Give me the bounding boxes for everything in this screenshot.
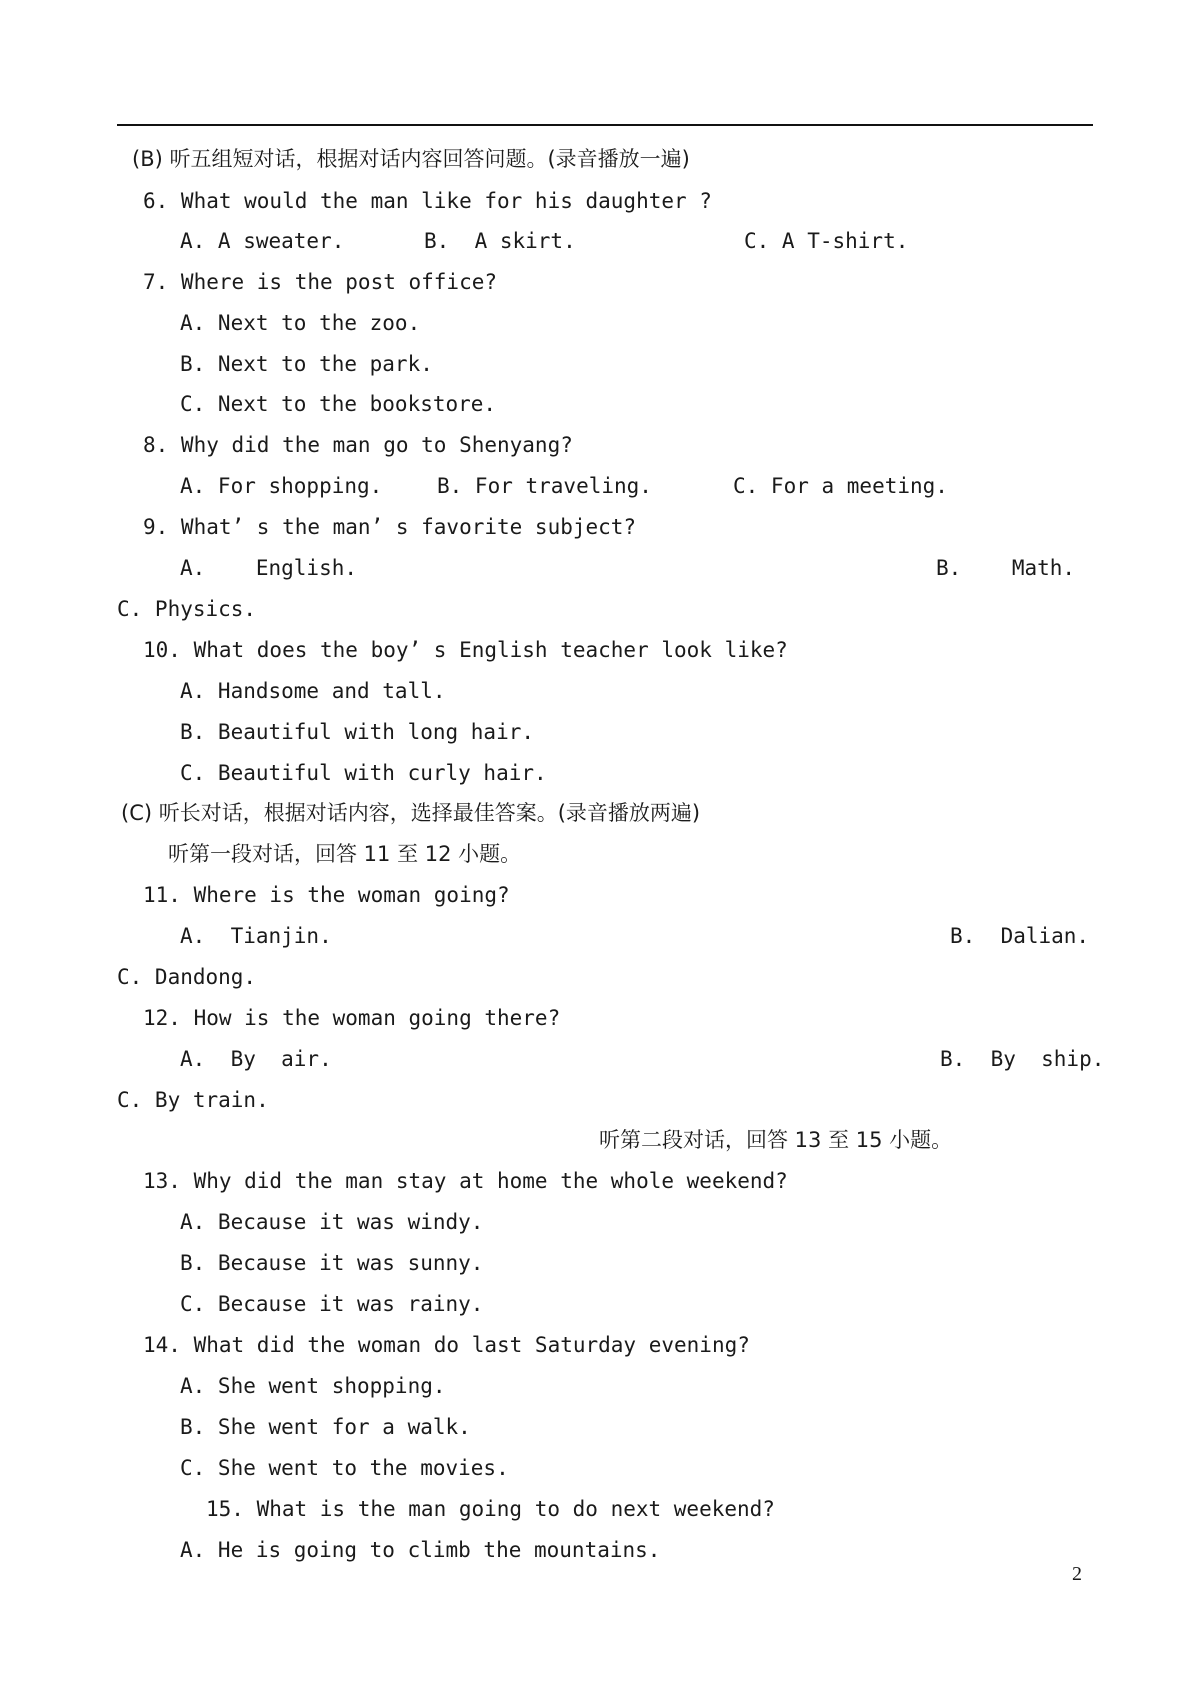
q6-option-b: B. A skirt. <box>424 229 576 253</box>
q8-stem: 8. Why did the man go to Shenyang? <box>143 433 573 457</box>
q6-stem: 6. What would the man like for his daughter ? <box>143 189 712 213</box>
section-c-heading: (C) 听长对话，根据对话内容，选择最佳答案。(录音播放两遍) <box>121 801 701 825</box>
q15-stem: 15. What is the man going to do next weekend? <box>206 1497 775 1521</box>
q9-stem: 9. What’ s the man’ s favorite subject? <box>143 515 637 539</box>
q12-option-c: C. By train. <box>117 1088 269 1112</box>
q7-option-a: A. Next to the zoo. <box>180 311 421 335</box>
q14-option-a: A. She went shopping. <box>180 1374 446 1398</box>
q13-option-b: B. Because it was sunny. <box>180 1251 484 1275</box>
q10-option-a: A. Handsome and tall. <box>180 679 446 703</box>
q7-stem: 7. Where is the post office? <box>143 270 498 294</box>
q9-option-b: B. Math. <box>936 556 1076 580</box>
q7-option-b: B. Next to the park. <box>180 352 433 376</box>
q14-stem: 14. What did the woman do last Saturday evening? <box>143 1333 750 1357</box>
q13-stem: 13. Why did the man stay at home the whole weekend? <box>143 1169 788 1193</box>
q8-option-c: C. For a meeting. <box>733 474 948 498</box>
q9-option-a: A. English. <box>180 556 358 580</box>
page-number: 2 <box>1072 1563 1082 1585</box>
dialog2-instruction: 听第二段对话，回答 13 至 15 小题。 <box>599 1128 953 1152</box>
q6-option-c: C. A T-shirt. <box>744 229 909 253</box>
q14-option-b: B. She went for a walk. <box>180 1415 471 1439</box>
q13-option-c: C. Because it was rainy. <box>180 1292 484 1316</box>
q10-stem: 10. What does the boy’ s English teacher look like? <box>143 638 788 662</box>
q10-option-b: B. Beautiful with long hair. <box>180 720 535 744</box>
q8-option-a: A. For shopping. <box>180 474 383 498</box>
q9-option-c: C. Physics. <box>117 597 257 621</box>
header-rule <box>117 124 1093 126</box>
q14-option-c: C. She went to the movies. <box>180 1456 509 1480</box>
q10-option-c: C. Beautiful with curly hair. <box>180 761 547 785</box>
q6-option-a: A. A sweater. <box>180 229 345 253</box>
q12-option-b: B. By ship. <box>940 1047 1105 1071</box>
q12-option-a: A. By air. <box>180 1047 332 1071</box>
q11-stem: 11. Where is the woman going? <box>143 883 510 907</box>
q12-stem: 12. How is the woman going there? <box>143 1006 561 1030</box>
q11-option-a: A. Tianjin. <box>180 924 332 948</box>
q8-option-b: B. For traveling. <box>437 474 652 498</box>
q13-option-a: A. Because it was windy. <box>180 1210 484 1234</box>
q11-option-b: B. Dalian. <box>950 924 1090 948</box>
q15-option-a: A. He is going to climb the mountains. <box>180 1538 661 1562</box>
section-b-heading: (B) 听五组短对话，根据对话内容回答问题。(录音播放一遍) <box>132 147 690 171</box>
q7-option-c: C. Next to the bookstore. <box>180 392 497 416</box>
dialog1-instruction: 听第一段对话，回答 11 至 12 小题。 <box>168 842 522 866</box>
q11-option-c: C. Dandong. <box>117 965 257 989</box>
